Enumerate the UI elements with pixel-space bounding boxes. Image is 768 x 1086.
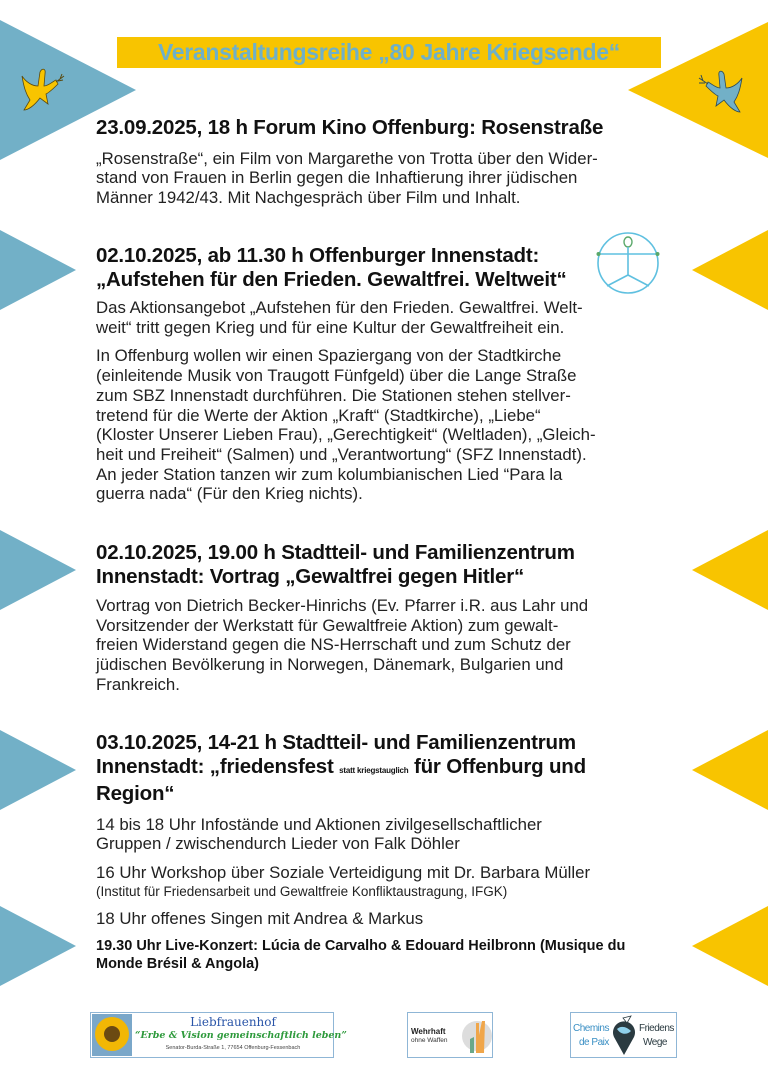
program-item-note: (Institut für Friedensarbeit und Gewaltfreie Konfliktaustragung, IFGK) bbox=[96, 883, 508, 899]
chemins-de-paix-logo bbox=[570, 1012, 677, 1058]
event-heading: Innenstadt: Vortrag „Gewaltfrei gegen Hitler“ bbox=[96, 564, 525, 588]
dove-icon-blue bbox=[694, 66, 746, 118]
event-text: stand von Frauen in Berlin gegen die Inhaftierung ihrer jüdischen bbox=[96, 168, 578, 188]
liebfrauenhof-address: Senator-Burda-Straße 1, 77654 Offenburg-Fessenbach bbox=[165, 1045, 301, 1051]
program-item: 18 Uhr offenes Singen mit Andrea & Markus bbox=[96, 908, 424, 928]
heading-part: Innenstadt: „friedensfest bbox=[96, 754, 340, 778]
event-text: zum SBZ Innenstadt durchführen. Die Stationen stehen stellver- bbox=[96, 385, 571, 405]
program-item-highlight: Monde Brésil & Angola) bbox=[96, 956, 259, 973]
event-heading: 23.09.2025, 18 h Forum Kino Offenburg: Rosenstraße bbox=[96, 116, 604, 139]
chemins-left1: Chemins bbox=[573, 1023, 609, 1034]
liebfrauenhof-name: Liebfrauenhof bbox=[190, 1015, 276, 1029]
event-text: jüdischen Bevölkerung in Norwegen, Dänemark, Bulgarien und bbox=[96, 655, 564, 675]
program-item: Gruppen / zwischendurch Lieder von Falk Döhler bbox=[96, 834, 460, 854]
event-text: heit und Freiheit“ (Salmen) und „Verantwortung“ (SFZ Innenstadt). bbox=[96, 444, 587, 464]
heading-part: für Offenburg und bbox=[408, 754, 586, 778]
event-text: (Kloster Unserer Lieben Frau), „Gerechtigkeit“ (Weltladen), „Gleich- bbox=[96, 425, 596, 445]
chemins-right1: Friedens bbox=[639, 1023, 674, 1034]
event-text: Das Aktionsangebot „Aufstehen für den Frieden. Gewaltfrei. Welt- bbox=[96, 298, 583, 317]
event-3 bbox=[96, 541, 588, 695]
event-text: An jeder Station tanzen wir zum kolumbianischen Lied “Para la bbox=[96, 464, 563, 484]
event-text: Vorsitzender der Werkstatt für Gewaltfreie Aktion) zum gewalt- bbox=[96, 615, 559, 635]
dove-icon-yellow bbox=[18, 64, 66, 114]
sunflower-icon bbox=[92, 1014, 132, 1056]
event-heading: 03.10.2025, 14-21 h Stadtteil- und Familienzentrum bbox=[96, 731, 576, 754]
event-heading: „Aufstehen für den Frieden. Gewaltfrei. Weltweit“ bbox=[96, 267, 567, 291]
event-text: freien Widerstand gegen die NS-Herrschaft und zum Schutz der bbox=[96, 635, 571, 655]
program-item-highlight: 19.30 Uhr Live-Konzert: Lúcia de Carvalho & Edouard Heilbronn (Musique du bbox=[96, 938, 626, 955]
event-text: Frankreich. bbox=[96, 674, 180, 694]
event-text: Männer 1942/43. Mit Nachgespräch über Film und Inhalt. bbox=[96, 187, 521, 207]
program-item: 16 Uhr Workshop über Soziale Verteidigung mit Dr. Barbara Müller bbox=[96, 862, 591, 882]
event-text: (einleitende Musik von Traugott Fünfgeld) über die Lange Straße bbox=[96, 366, 577, 386]
right-triangle-4 bbox=[692, 906, 768, 986]
liebfrauenhof-tagline: “Erbe & Vision gemeinschaftlich leben” bbox=[135, 1030, 347, 1041]
heading-small-note: statt kriegstauglich bbox=[339, 765, 409, 775]
chemins-left2: de Paix bbox=[579, 1037, 609, 1048]
event-text: „Rosenstraße“, ein Film von Margarethe von Trotta über den Wider- bbox=[96, 148, 598, 168]
event-text: In Offenburg wollen wir einen Spaziergang von der Stadtkirche bbox=[96, 346, 562, 366]
dove-pin-icon bbox=[611, 1015, 637, 1057]
event-4 bbox=[96, 731, 625, 973]
wehrhaft-line1: Wehrhaft bbox=[411, 1027, 446, 1036]
event-heading: 02.10.2025, 19.00 h Stadtteil- und Familienzentrum bbox=[96, 541, 575, 564]
left-triangle-4 bbox=[0, 906, 76, 986]
event-text: Vortrag von Dietrich Becker-Hinrichs (Ev. Pfarrer i.R. aus Lahr und bbox=[96, 596, 589, 615]
event-text: weit“ tritt gegen Krieg und für eine Kultur der Gewaltfreiheit ein. bbox=[96, 317, 565, 337]
right-triangle-1 bbox=[692, 230, 768, 310]
liebfrauenhof-logo bbox=[90, 1012, 347, 1058]
chemins-right2: Wege bbox=[643, 1037, 667, 1048]
left-triangle-1 bbox=[0, 230, 76, 310]
event-heading: Region“ bbox=[96, 782, 175, 805]
event-2 bbox=[96, 244, 596, 504]
event-heading: 02.10.2025, ab 11.30 h Offenburger Innenstadt: bbox=[96, 244, 540, 267]
event-1 bbox=[96, 116, 603, 208]
event-text: guerra nada“ (Für den Krieg nichts). bbox=[96, 484, 363, 504]
wehrhaft-line2: ohne Waffen bbox=[411, 1037, 448, 1044]
left-triangle-2 bbox=[0, 530, 76, 610]
event-text: tretend für die Werte der Aktion „Kraft“ (Stadtkirche), „Liebe“ bbox=[96, 405, 541, 425]
peace-hand-icon bbox=[462, 1017, 492, 1055]
event-heading bbox=[96, 755, 625, 783]
wehrhaft-ohne-waffen-logo bbox=[407, 1012, 493, 1058]
right-triangle-2 bbox=[692, 530, 768, 610]
peace-figure-icon bbox=[595, 230, 661, 296]
left-triangle-3 bbox=[0, 730, 76, 810]
right-triangle-3 bbox=[692, 730, 768, 810]
program-item: 14 bis 18 Uhr Infostände und Aktionen zivilgesellschaftlicher bbox=[96, 814, 542, 834]
page-title: Veranstaltungsreihe „80 Jahre Kriegsende“ bbox=[117, 37, 661, 68]
